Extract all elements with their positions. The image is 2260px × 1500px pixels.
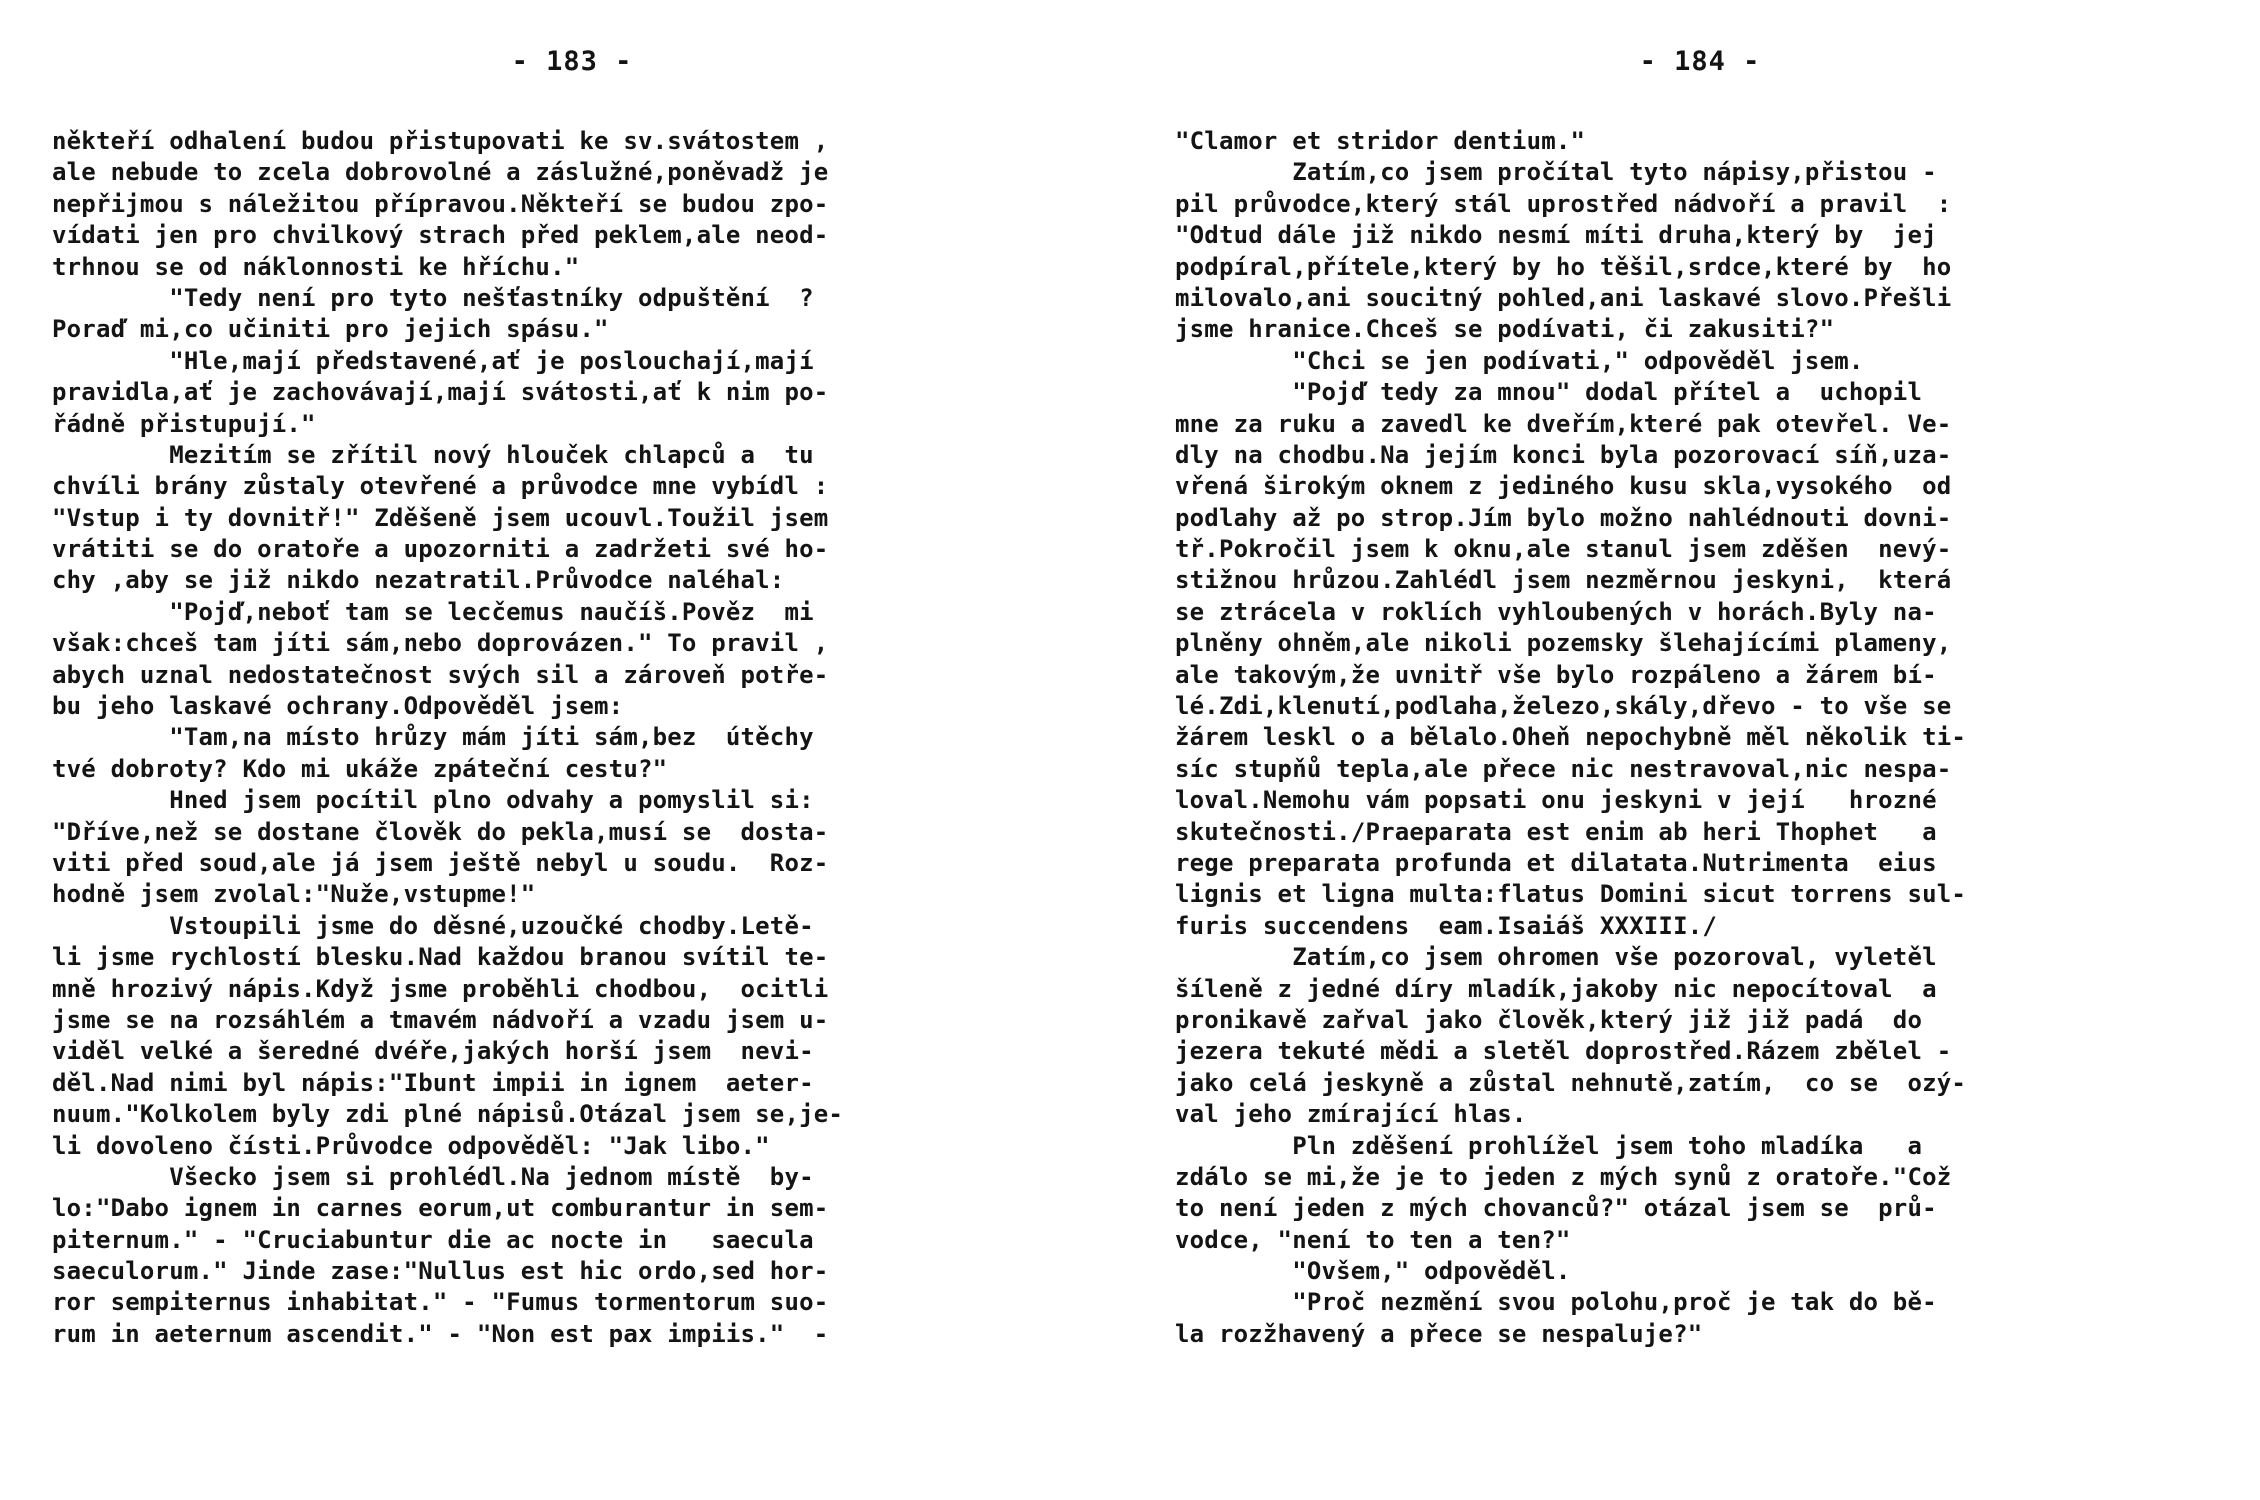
text-line: bu jeho laskavé ochrany.Odpověděl jsem:	[52, 692, 624, 721]
text-line: stižnou hrůzou.Zahlédl jsem nezměrnou jeskyni, která	[1175, 566, 1952, 595]
text-line: lo:"Dabo ignem in carnes eorum,ut comburantur in sem-	[52, 1194, 829, 1223]
text-line: piternum." - "Cruciabuntur die ac nocte in saecula	[52, 1225, 814, 1254]
text-line: jezera tekuté mědi a sletěl doprostřed.Rázem zbělel -	[1175, 1037, 1952, 1066]
text-line: jsme se na rozsáhlém a tmavém nádvoří a vzadu jsem u-	[52, 1005, 829, 1034]
text-line: saeculorum." Jinde zase:"Nullus est hic ordo,sed hor-	[52, 1257, 829, 1286]
text-line: jako celá jeskyně a zůstal nehnutě,zatím, co se ozý-	[1175, 1068, 1967, 1097]
text-line: pravidla,ať je zachovávají,mají svátosti,ať k nim po-	[52, 378, 829, 407]
text-line: mne za ruku a zavedl ke dveřím,které pak otevřel. Ve-	[1175, 409, 1952, 438]
text-line: pronikavě zařval jako člověk,který již již padá do	[1175, 1005, 1923, 1034]
text-line: Zatím,co jsem ohromen vše pozoroval, vyletěl	[1175, 943, 1937, 972]
text-line: vrátiti se do oratoře a upozorniti a zadržeti své ho-	[52, 535, 829, 564]
text-line: vřená širokým oknem z jediného kusu skla,vysokého od	[1175, 472, 1952, 501]
text-line: podlahy až po strop.Jím bylo možno nahlédnouti dovni-	[1175, 503, 1952, 532]
text-line: hodně jsem zvolal:"Nuže,vstupme!"	[52, 880, 536, 909]
text-line: rege preparata profunda et dilatata.Nutrimenta eius	[1175, 848, 1937, 877]
text-line: zdálo se mi,že je to jeden z mých synů z oratoře."Což	[1175, 1162, 1952, 1191]
text-line: řádně přistupují."	[52, 409, 316, 438]
text-line: val jeho zmírající hlas.	[1175, 1100, 1527, 1129]
text-line: skutečnosti./Praeparata est enim ab heri Thophet a	[1175, 817, 1937, 846]
text-line: pil průvodce,který stál uprostřed nádvoří a pravil :	[1175, 189, 1952, 218]
right-page-text	[1175, 126, 2225, 1350]
text-line: chy ,aby se již nikdo nezatratil.Průvodce naléhal:	[52, 566, 785, 595]
text-line: "Chci se jen podívati," odpověděl jsem.	[1175, 346, 1864, 375]
page-number-183: - 183 -	[511, 46, 633, 77]
text-line: "Odtud dále již nikdo nesmí míti druha,který by jej	[1175, 221, 1937, 250]
text-line: jsme hranice.Chceš se podívati, či zakusiti?"	[1175, 315, 1835, 344]
text-line: Poraď mi,co učiniti pro jejich spásu."	[52, 315, 609, 344]
text-line: někteří odhalení budou přistupovati ke sv.svátostem ,	[52, 127, 829, 155]
text-line: síc stupňů tepla,ale přece nic nestravoval,nic nespa-	[1175, 754, 1952, 783]
text-line: Vstoupili jsme do děsné,uzoučké chodby.Letě-	[52, 911, 814, 940]
text-line: plněny ohněm,ale nikoli pozemsky šlehajícími plameny,	[1175, 629, 1952, 658]
text-line: "Proč nezmění svou polohu,proč je tak do bě-	[1175, 1288, 1937, 1317]
text-line: mně hrozivý nápis.Když jsme proběhli chodbou, ocitli	[52, 974, 829, 1003]
text-line: podpíral,přítele,který by ho těšil,srdce,které by ho	[1175, 252, 1952, 281]
text-line: ale takovým,že uvnitř vše bylo rozpáleno a žárem bí-	[1175, 660, 1937, 689]
text-line: šíleně z jedné díry mladík,jakoby nic nepocítoval a	[1175, 974, 1937, 1003]
text-line: ale nebude to zcela dobrovolné a záslužné,poněvadž je	[52, 158, 829, 187]
text-line: Pln zděšení prohlížel jsem toho mladíka a	[1175, 1131, 1923, 1160]
text-line: "Pojď tedy za mnou" dodal přítel a uchopil	[1175, 378, 1923, 407]
text-line: vídati jen pro chvilkový strach před peklem,ale neod-	[52, 221, 829, 250]
text-line: "Tam,na místo hrůzy mám jíti sám,bez útěchy	[52, 723, 814, 752]
text-line: Všecko jsem si prohlédl.Na jednom místě by-	[52, 1162, 814, 1191]
text-line: rum in aeternum ascendit." - "Non est pax impiis." -	[52, 1319, 829, 1348]
text-line: děl.Nad nimi byl nápis:"Ibunt impii in ignem aeter-	[52, 1068, 814, 1097]
text-line: vodce, "není to ten a ten?"	[1175, 1225, 1571, 1254]
text-line: nuum."Kolkolem byly zdi plné nápisů.Otázal jsem se,je-	[52, 1100, 844, 1129]
text-line: Hned jsem pocítil plno odvahy a pomyslil si:	[52, 786, 814, 815]
text-line: Zatím,co jsem pročítal tyto nápisy,přistou -	[1175, 158, 1937, 187]
text-line: trhnou se od náklonnosti ke hříchu."	[52, 252, 580, 281]
left-page-text	[52, 126, 1092, 1350]
text-line: "Dříve,než se dostane člověk do pekla,musí se dosta-	[52, 817, 829, 846]
text-line: žárem leskl o a bělalo.Oheň nepochybně měl několik ti-	[1175, 723, 1967, 752]
text-line: nepřijmou s náležitou přípravou.Někteří se budou zpo-	[52, 189, 829, 218]
text-line: abych uznal nedostatečnost svých sil a zároveň potře-	[52, 660, 829, 689]
text-line: li dovoleno čísti.Průvodce odpověděl: "Jak libo."	[52, 1131, 770, 1160]
text-line: viti před soud,ale já jsem ještě nebyl u soudu. Roz-	[52, 848, 829, 877]
text-line: tvé dobroty? Kdo mi ukáže zpáteční cestu?"	[52, 754, 668, 783]
text-line: "Ovšem," odpověděl.	[1175, 1257, 1571, 1286]
text-line: "Vstup i ty dovnitř!" Zděšeně jsem ucouvl.Toužil jsem	[52, 503, 829, 532]
text-line: to není jeden z mých chovanců?" otázal jsem se prů-	[1175, 1194, 1937, 1223]
text-line: li jsme rychlostí blesku.Nad každou branou svítil te-	[52, 943, 829, 972]
text-line: však:chceš tam jíti sám,nebo doprovázen." To pravil ,	[52, 629, 829, 658]
text-line: se ztrácela v roklích vyhloubených v horách.Byly na-	[1175, 597, 1937, 626]
text-line: dly na chodbu.Na jejím konci byla pozorovací síň,uza-	[1175, 440, 1952, 469]
text-line: Mezitím se zřítil nový hlouček chlapců a tu	[52, 440, 814, 469]
page-number-184: - 184 -	[1639, 46, 1761, 77]
text-line: la rozžhavený a přece se nespaluje?"	[1175, 1319, 1703, 1348]
text-line: ror sempiternus inhabitat." - "Fumus tormentorum suo-	[52, 1288, 829, 1317]
text-line: loval.Nemohu vám popsati onu jeskyni v její hrozné	[1175, 786, 1937, 815]
text-line: lé.Zdi,klenutí,podlaha,železo,skály,dřevo - to vše se	[1175, 692, 1952, 721]
text-line: furis succendens eam.Isaiáš XXXIII./	[1175, 911, 1718, 940]
right-page	[1175, 0, 2225, 1500]
text-line: chvíli brány zůstaly otevřené a průvodce mne vybídl :	[52, 472, 829, 501]
text-line: "Clamor et stridor dentium."	[1175, 127, 1586, 155]
left-page	[52, 0, 1092, 1500]
text-line: "Pojď,neboť tam se lecčemus naučíš.Pověz mi	[52, 597, 814, 626]
text-line: "Hle,mají představené,ať je poslouchají,mají	[52, 346, 814, 375]
text-line: "Tedy není pro tyto nešťastníky odpuštění ?	[52, 283, 814, 312]
text-line: viděl velké a šeredné dvéře,jakých horší jsem nevi-	[52, 1037, 814, 1066]
text-line: tř.Pokročil jsem k oknu,ale stanul jsem zděšen nevý-	[1175, 535, 1952, 564]
text-line: milovalo,ani soucitný pohled,ani laskavé slovo.Přešli	[1175, 283, 1952, 312]
text-line: lignis et ligna multa:flatus Domini sicut torrens sul-	[1175, 880, 1967, 909]
